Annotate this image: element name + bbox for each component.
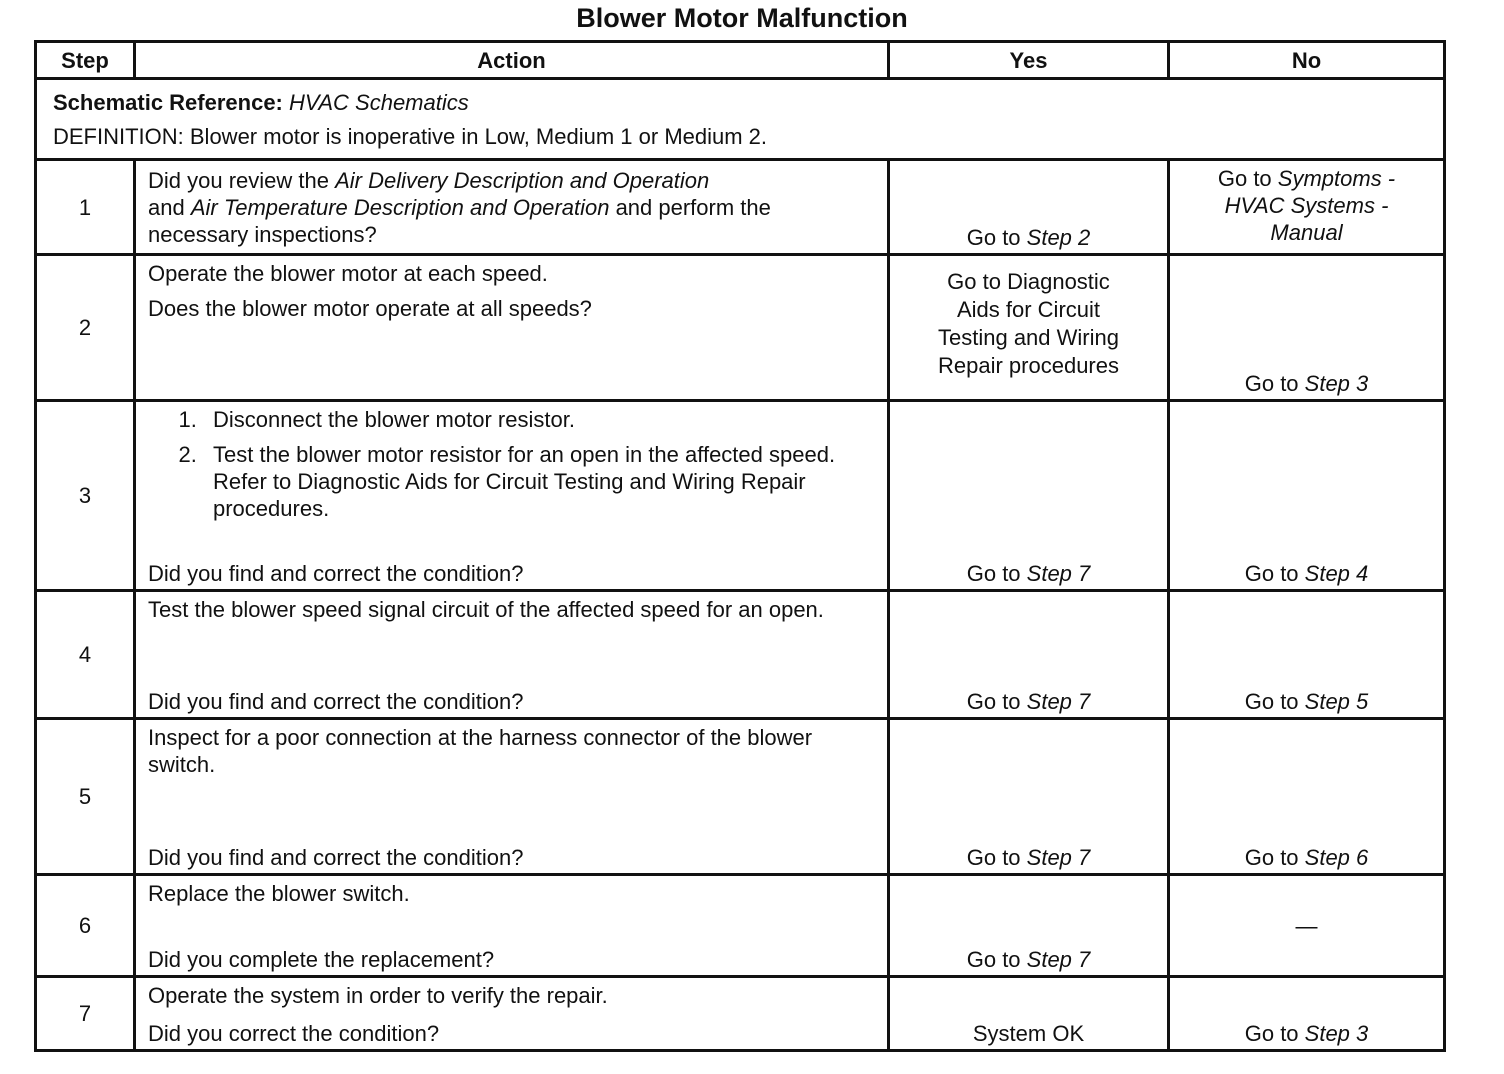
- action-cell: [135, 977, 889, 1051]
- table-row: [36, 401, 1445, 591]
- action-text: Operate the system in order to verify the repair.: [148, 983, 608, 1008]
- goto-label: Go to: [966, 845, 1027, 870]
- action-text: necessary inspections?: [148, 222, 377, 247]
- step-link[interactable]: Step 7: [1026, 947, 1091, 972]
- no-cell: [1169, 401, 1445, 591]
- definition-text: DEFINITION: Blower motor is inoperative in Low, Medium 1 or Medium 2.: [53, 124, 768, 149]
- no-cell: [1169, 255, 1445, 401]
- step-number: 4: [36, 591, 135, 719]
- reference-cell: [36, 79, 1445, 160]
- yes-goto[interactable]: [890, 268, 1167, 380]
- action-cell: [135, 160, 889, 255]
- question-text: Did you find and correct the condition?: [148, 561, 524, 586]
- step-link[interactable]: Step 5: [1304, 689, 1369, 714]
- symptoms-link[interactable]: HVAC Systems -: [1224, 193, 1389, 218]
- no-cell: [1169, 719, 1445, 875]
- action-cell: [135, 719, 889, 875]
- step-link[interactable]: Step 7: [1026, 845, 1091, 870]
- schematic-reference: [53, 86, 1427, 120]
- table-row: [36, 255, 1445, 401]
- no-goto[interactable]: [1170, 844, 1443, 871]
- step-link[interactable]: Step 7: [1026, 689, 1091, 714]
- diagnostic-table: [34, 40, 1446, 1052]
- table-row: [36, 875, 1445, 977]
- header-yes: Yes: [889, 42, 1169, 79]
- step-link[interactable]: Step 7: [1026, 561, 1091, 586]
- yes-cell: [889, 719, 1169, 875]
- step-link[interactable]: Step 6: [1304, 845, 1369, 870]
- goto-label: Go to: [1217, 166, 1278, 191]
- question-text: Did you find and correct the condition?: [148, 689, 524, 714]
- action-text: Test the blower speed signal circuit of the affected speed for an open.: [148, 597, 824, 622]
- action-text: Did you review the: [148, 168, 336, 193]
- step-number: 6: [36, 875, 135, 977]
- question-text: Did you complete the replacement?: [148, 947, 495, 972]
- action-cell: [135, 401, 889, 591]
- no-cell: [1169, 977, 1445, 1051]
- list-item: 2. Test the blower motor resistor for an open in the affected speed. Refer to Diagnostic Aids for Circuit Testing and Wiring Repair procedures.: [203, 441, 877, 522]
- header-no: No: [1169, 42, 1445, 79]
- goto-label: Go to: [966, 947, 1027, 972]
- header-step: Step: [36, 42, 135, 79]
- table-header-row: [36, 42, 1445, 79]
- no-goto[interactable]: [1170, 165, 1443, 246]
- goto-label: Go to: [1244, 845, 1305, 870]
- action-text: and perform the: [609, 195, 771, 220]
- action-cell: [135, 875, 889, 977]
- step-link[interactable]: Step 4: [1304, 561, 1369, 586]
- action-text: and: [148, 195, 191, 220]
- goto-label: Go to: [1244, 371, 1305, 396]
- table-row: [36, 591, 1445, 719]
- yes-cell: [889, 160, 1169, 255]
- schematic-reference-link[interactable]: HVAC Schematics: [289, 90, 469, 115]
- goto-label: Go to: [1244, 689, 1305, 714]
- goto-label: Go to: [1244, 561, 1305, 586]
- action-list: [148, 406, 877, 522]
- goto-label: Go to: [966, 561, 1027, 586]
- yes-line: Aids for Circuit: [956, 297, 1101, 322]
- goto-label: Go to: [966, 689, 1027, 714]
- page-title: Blower Motor Malfunction: [576, 3, 908, 33]
- yes-cell: [889, 401, 1169, 591]
- yes-cell: [889, 255, 1169, 401]
- yes-line: Testing and Wiring: [938, 325, 1119, 350]
- action-text: Operate the blower motor at each speed.: [148, 261, 548, 286]
- goto-label: Go to: [1244, 1021, 1305, 1046]
- question-text: Does the blower motor operate at all speeds?: [148, 296, 592, 321]
- yes-cell: [889, 875, 1169, 977]
- no-goto[interactable]: [1170, 688, 1443, 715]
- no-cell: [1169, 160, 1445, 255]
- step-link[interactable]: Step 2: [1026, 225, 1091, 250]
- no-cell: [1169, 591, 1445, 719]
- table-row: [36, 160, 1445, 255]
- yes-line: Repair procedures: [938, 353, 1119, 378]
- no-goto[interactable]: [1170, 370, 1443, 397]
- yes-goto[interactable]: [890, 844, 1167, 871]
- step-number: 2: [36, 255, 135, 401]
- no-goto[interactable]: [1170, 560, 1443, 587]
- step-link[interactable]: Step 3: [1304, 1021, 1369, 1046]
- action-text: Replace the blower switch.: [148, 881, 410, 906]
- no-dash: —: [1295, 913, 1318, 938]
- system-ok-text: System OK: [972, 1021, 1085, 1046]
- schematic-reference-label: Schematic Reference:: [53, 90, 283, 115]
- question-text: Did you find and correct the condition?: [148, 845, 524, 870]
- header-action: Action: [135, 42, 889, 79]
- question-text: Did you correct the condition?: [148, 1021, 440, 1046]
- list-item: 1. Disconnect the blower motor resistor.: [203, 406, 877, 433]
- yes-line: Go to Diagnostic: [947, 269, 1110, 294]
- step-number: 7: [36, 977, 135, 1051]
- step-number: 3: [36, 401, 135, 591]
- action-cell: [135, 591, 889, 719]
- air-delivery-link[interactable]: Air Delivery Description and Operation: [335, 168, 710, 193]
- symptoms-link[interactable]: Manual: [1270, 220, 1343, 245]
- yes-goto[interactable]: [890, 224, 1167, 251]
- no-cell: [1169, 875, 1445, 977]
- action-cell: [135, 255, 889, 401]
- yes-goto[interactable]: [890, 946, 1167, 973]
- step-number: 1: [36, 160, 135, 255]
- yes-goto[interactable]: [890, 560, 1167, 587]
- step-number: 5: [36, 719, 135, 875]
- yes-cell: [889, 591, 1169, 719]
- reference-row: [36, 79, 1445, 160]
- step-link[interactable]: Step 3: [1304, 371, 1369, 396]
- yes-cell: [889, 977, 1169, 1051]
- air-temperature-link[interactable]: Air Temperature Description and Operation: [190, 195, 610, 220]
- no-goto[interactable]: [1170, 1020, 1443, 1047]
- table-row: [36, 977, 1445, 1051]
- table-row: [36, 719, 1445, 875]
- goto-label: Go to: [966, 225, 1027, 250]
- symptoms-link[interactable]: Symptoms -: [1277, 166, 1396, 191]
- yes-goto[interactable]: [890, 688, 1167, 715]
- action-text: Inspect for a poor connection at the harness connector of the blower switch.: [148, 725, 813, 777]
